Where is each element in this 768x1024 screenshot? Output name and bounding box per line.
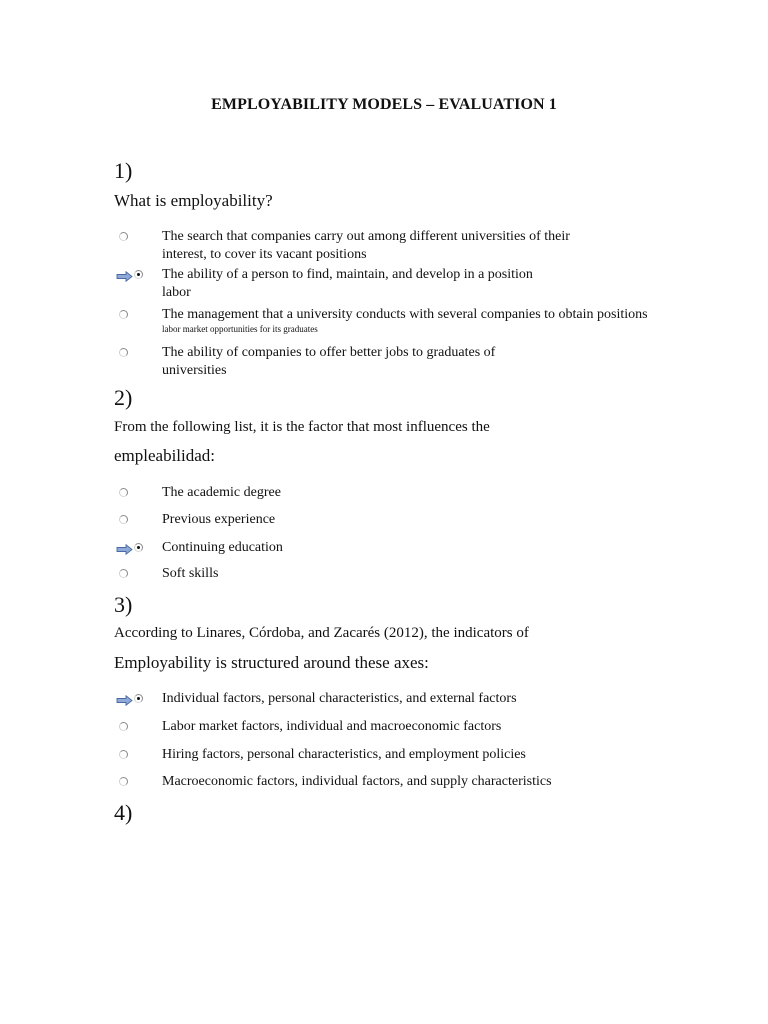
option-label: Labor market factors, individual and macroeconomic factors [162, 719, 502, 734]
radio-button-selected[interactable] [134, 270, 143, 279]
option-label: Macroeconomic factors, individual factors, and supply characteristics [162, 774, 552, 789]
radio-button[interactable] [119, 569, 128, 578]
question-1-text: What is employability? [114, 191, 273, 210]
radio-dot-icon [137, 546, 140, 549]
question-2-text-line2: empleabilidad: [114, 446, 216, 465]
radio-button[interactable] [119, 232, 128, 241]
question-1-number: 1) [114, 158, 133, 183]
option-label: Soft skills [162, 566, 219, 581]
option-label-line1: The management that a university conducts with several companies to obtain positions [162, 307, 648, 322]
option-label-line1: The ability of companies to offer better jobs to graduates of [162, 345, 496, 360]
option-label-line2: universities [162, 363, 227, 378]
radio-dot-icon [137, 697, 140, 700]
option-label-line2: labor [162, 285, 191, 300]
radio-button[interactable] [119, 722, 128, 731]
document-title: EMPLOYABILITY MODELS – EVALUATION 1 [211, 96, 557, 113]
radio-button[interactable] [119, 750, 128, 759]
question-4-number: 4) [114, 800, 133, 825]
option-label-line1: The ability of a person to find, maintain, and develop in a position [162, 267, 533, 282]
question-3-number: 3) [114, 592, 133, 617]
question-3-text-line2: Employability is structured around these axes: [114, 653, 429, 672]
option-label: The academic degree [162, 485, 281, 500]
option-label: Hiring factors, personal characteristics, and employment policies [162, 747, 526, 762]
option-label-line2: labor market opportunities for its graduates [162, 324, 318, 334]
selected-arrow-icon [116, 271, 133, 282]
radio-button[interactable] [119, 515, 128, 524]
option-label-line1: The search that companies carry out among different universities of their [162, 229, 570, 244]
radio-button[interactable] [119, 777, 128, 786]
radio-button[interactable] [119, 488, 128, 497]
option-label: Continuing education [162, 540, 283, 555]
question-2-text-line1: From the following list, it is the factor that most influences the [114, 419, 490, 435]
option-label-line2: interest, to cover its vacant positions [162, 247, 367, 262]
radio-dot-icon [137, 273, 140, 276]
radio-button-selected[interactable] [134, 543, 143, 552]
selected-arrow-icon [116, 695, 133, 706]
option-label: Previous experience [162, 512, 276, 527]
radio-button[interactable] [119, 310, 128, 319]
radio-button[interactable] [119, 348, 128, 357]
question-2-number: 2) [114, 385, 133, 410]
option-label: Individual factors, personal characteristics, and external factors [162, 691, 517, 706]
radio-button-selected[interactable] [134, 694, 143, 703]
selected-arrow-icon [116, 544, 133, 555]
question-3-text-line1: According to Linares, Córdoba, and Zacarés (2012), the indicators of [114, 625, 529, 641]
